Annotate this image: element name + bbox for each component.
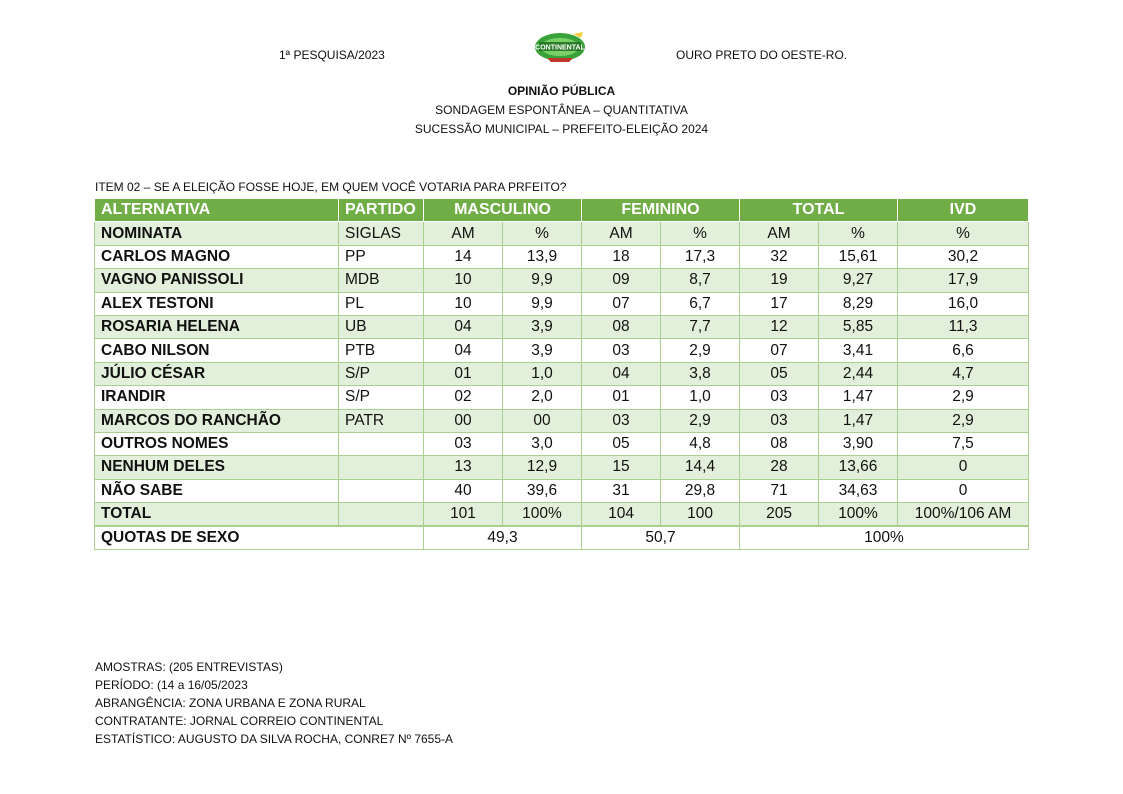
results-table: [94, 198, 1029, 526]
value-cell: 07: [582, 292, 661, 315]
header-partido: PARTIDO: [339, 199, 424, 222]
value-cell: 34,63: [819, 479, 898, 502]
value-cell: 07: [740, 339, 819, 362]
footer-line-periodo: PERÍODO: (14 a 16/05/2023: [95, 678, 248, 692]
quotas-masculino: 49,3: [424, 527, 582, 550]
value-cell: 11,3: [898, 315, 1029, 338]
table-row: [95, 503, 1029, 526]
value-cell: 8,7: [661, 269, 740, 292]
value-cell: 3,0: [503, 432, 582, 455]
value-cell: 40: [424, 479, 503, 502]
value-cell: 08: [740, 432, 819, 455]
table-header-row: [95, 199, 1029, 222]
value-cell: 32: [740, 245, 819, 268]
value-cell: 14,4: [661, 456, 740, 479]
candidate-name: NENHUM DELES: [95, 456, 339, 479]
value-cell: 1,0: [661, 386, 740, 409]
value-cell: 13,9: [503, 245, 582, 268]
table-subheader-row: [95, 222, 1029, 245]
candidate-name: OUTROS NOMES: [95, 432, 339, 455]
value-cell: 5,85: [819, 315, 898, 338]
party-cell: [339, 432, 424, 455]
value-cell: 12: [740, 315, 819, 338]
party-cell: MDB: [339, 269, 424, 292]
value-cell: 2,0: [503, 386, 582, 409]
party-cell: S/P: [339, 386, 424, 409]
newspaper-logo-icon: [533, 30, 589, 64]
value-cell: 01: [424, 362, 503, 385]
table-row: [95, 362, 1029, 385]
quotas-total: 100%: [740, 527, 1029, 550]
value-cell: 39,6: [503, 479, 582, 502]
value-cell: 04: [424, 339, 503, 362]
value-cell: 03: [424, 432, 503, 455]
footer-line-estatistico: ESTATÍSTICO: AUGUSTO DA SILVA ROCHA, CONRE7 Nº 7655-A: [95, 732, 454, 746]
header-masculino: MASCULINO: [424, 199, 582, 222]
footer-line-abrangencia: ABRANGÊNCIA: ZONA URBANA E ZONA RURAL: [95, 696, 366, 710]
quotas-row: [95, 527, 1029, 550]
value-cell: 0: [898, 479, 1029, 502]
header-feminino: FEMININO: [582, 199, 740, 222]
candidate-name: CARLOS MAGNO: [95, 245, 339, 268]
value-cell: 4,8: [661, 432, 740, 455]
value-cell: 101: [424, 503, 503, 526]
subheader-cell: AM: [424, 222, 503, 245]
footer-line-contratante: CONTRATANTE: JORNAL CORREIO CONTINENTAL: [95, 714, 384, 728]
table-row: [95, 339, 1029, 362]
value-cell: 7,5: [898, 432, 1029, 455]
value-cell: 4,7: [898, 362, 1029, 385]
value-cell: 17,3: [661, 245, 740, 268]
party-cell: PTB: [339, 339, 424, 362]
value-cell: 3,8: [661, 362, 740, 385]
value-cell: 04: [582, 362, 661, 385]
value-cell: 2,44: [819, 362, 898, 385]
value-cell: 15,61: [819, 245, 898, 268]
survey-number: 1ª PESQUISA/2023: [279, 48, 385, 62]
table-row: [95, 479, 1029, 502]
value-cell: 04: [424, 315, 503, 338]
table-row: [95, 245, 1029, 268]
quotas-label: QUOTAS DE SEXO: [95, 527, 424, 550]
value-cell: 100: [661, 503, 740, 526]
value-cell: 3,90: [819, 432, 898, 455]
value-cell: 100%: [819, 503, 898, 526]
table-row: [95, 292, 1029, 315]
candidate-name: ALEX TESTONI: [95, 292, 339, 315]
value-cell: 1,0: [503, 362, 582, 385]
party-cell: S/P: [339, 362, 424, 385]
value-cell: 01: [582, 386, 661, 409]
value-cell: 08: [582, 315, 661, 338]
value-cell: 104: [582, 503, 661, 526]
value-cell: 00: [424, 409, 503, 432]
value-cell: 3,41: [819, 339, 898, 362]
svg-text:CONTINENTAL: CONTINENTAL: [535, 44, 585, 52]
value-cell: 10: [424, 269, 503, 292]
value-cell: 10: [424, 292, 503, 315]
candidate-name: ROSARIA HELENA: [95, 315, 339, 338]
quotas-feminino: 50,7: [582, 527, 740, 550]
city-label: OURO PRETO DO OESTE-RO.: [676, 48, 848, 62]
value-cell: 9,9: [503, 292, 582, 315]
value-cell: 14: [424, 245, 503, 268]
subheader-cell: AM: [582, 222, 661, 245]
value-cell: 3,9: [503, 315, 582, 338]
subheader-cell: %: [661, 222, 740, 245]
value-cell: 05: [582, 432, 661, 455]
value-cell: 13: [424, 456, 503, 479]
page-subtitle-2: SUCESSÃO MUNICIPAL – PREFEITO-ELEIÇÃO 2024: [414, 122, 709, 136]
value-cell: 19: [740, 269, 819, 292]
value-cell: 13,66: [819, 456, 898, 479]
quotas-table: [94, 526, 1029, 550]
subheader-cell: %: [503, 222, 582, 245]
value-cell: 1,47: [819, 386, 898, 409]
value-cell: 2,9: [898, 386, 1029, 409]
page-title: OPINIÃO PÚBLICA: [507, 84, 616, 98]
footer-line-amostras: AMOSTRAS: (205 ENTREVISTAS): [95, 660, 283, 674]
value-cell: 03: [740, 409, 819, 432]
table-row: [95, 432, 1029, 455]
value-cell: 30,2: [898, 245, 1029, 268]
subheader-cell: AM: [740, 222, 819, 245]
value-cell: 00: [503, 409, 582, 432]
table-row: [95, 269, 1029, 292]
value-cell: 100%: [503, 503, 582, 526]
value-cell: 100%/106 AM: [898, 503, 1029, 526]
value-cell: 12,9: [503, 456, 582, 479]
header-alternativa: ALTERNATIVA: [95, 199, 339, 222]
subheader-cell: %: [898, 222, 1029, 245]
table-row: [95, 409, 1029, 432]
value-cell: 15: [582, 456, 661, 479]
candidate-name: NÃO SABE: [95, 479, 339, 502]
value-cell: 205: [740, 503, 819, 526]
value-cell: 16,0: [898, 292, 1029, 315]
value-cell: 9,27: [819, 269, 898, 292]
table-row: [95, 386, 1029, 409]
methodology-footer: [95, 658, 453, 748]
value-cell: 17: [740, 292, 819, 315]
subheader-cell: %: [819, 222, 898, 245]
value-cell: 8,29: [819, 292, 898, 315]
party-cell: PATR: [339, 409, 424, 432]
table-row: [95, 315, 1029, 338]
value-cell: 28: [740, 456, 819, 479]
party-cell: PP: [339, 245, 424, 268]
candidate-name: CABO NILSON: [95, 339, 339, 362]
item-question: ITEM 02 – SE A ELEIÇÃO FOSSE HOJE, EM QUEM VOCÊ VOTARIA PARA PRFEITO?: [95, 180, 567, 194]
party-cell: PL: [339, 292, 424, 315]
subheader-siglas: SIGLAS: [339, 222, 424, 245]
party-cell: [339, 503, 424, 526]
value-cell: 0: [898, 456, 1029, 479]
candidate-name: IRANDIR: [95, 386, 339, 409]
value-cell: 2,9: [661, 409, 740, 432]
party-cell: [339, 456, 424, 479]
value-cell: 9,9: [503, 269, 582, 292]
value-cell: 05: [740, 362, 819, 385]
subheader-nominata: NOMINATA: [95, 222, 339, 245]
value-cell: 03: [582, 339, 661, 362]
value-cell: 31: [582, 479, 661, 502]
value-cell: 02: [424, 386, 503, 409]
candidate-name: TOTAL: [95, 503, 339, 526]
page-subtitle: SONDAGEM ESPONTÂNEA – QUANTITATIVA: [435, 103, 688, 117]
candidate-name: JÚLIO CÉSAR: [95, 362, 339, 385]
value-cell: 6,6: [898, 339, 1029, 362]
candidate-name: VAGNO PANISSOLI: [95, 269, 339, 292]
value-cell: 2,9: [661, 339, 740, 362]
value-cell: 3,9: [503, 339, 582, 362]
candidate-name: MARCOS DO RANCHÃO: [95, 409, 339, 432]
value-cell: 03: [582, 409, 661, 432]
value-cell: 03: [740, 386, 819, 409]
value-cell: 18: [582, 245, 661, 268]
value-cell: 29,8: [661, 479, 740, 502]
party-cell: UB: [339, 315, 424, 338]
value-cell: 7,7: [661, 315, 740, 338]
value-cell: 17,9: [898, 269, 1029, 292]
value-cell: 6,7: [661, 292, 740, 315]
value-cell: 09: [582, 269, 661, 292]
party-cell: [339, 479, 424, 502]
table-row: [95, 456, 1029, 479]
value-cell: 71: [740, 479, 819, 502]
header-total: TOTAL: [740, 199, 898, 222]
header-ivd: IVD: [898, 199, 1029, 222]
value-cell: 1,47: [819, 409, 898, 432]
value-cell: 2,9: [898, 409, 1029, 432]
